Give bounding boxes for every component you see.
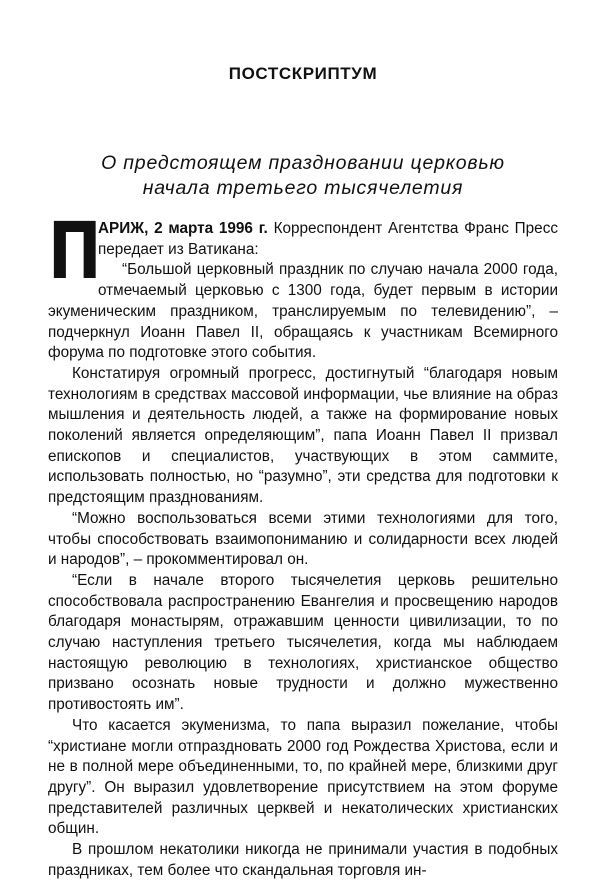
subtitle-line-1: О предстоящем праздновании церковью	[101, 152, 505, 174]
paragraph: “Если в начале второго тысячелетия церковь решительно способствовала распространению Евангелия и просвещению народов благодаря монастырям, отражавшим ценности цивилизации, то по случаю наступления третьего тысячелетия, когда мы наблюдаем настоящую революцию в технологиях, христианское общество призвано осознать новые трудности и должно мужественно противостоять им”.	[48, 571, 558, 714]
paragraph: В прошлом некатолики никогда не принимали участия в подобных праздниках, тем более что скандальная торговля ин-	[48, 841, 558, 879]
lead-text: Корреспондент Агентства Франс Пресс передает из Ватикана:	[98, 220, 558, 258]
lead-paragraph	[48, 207, 558, 297]
article-subtitle	[48, 151, 558, 201]
drop-cap: П	[48, 207, 102, 297]
subtitle-line-2: начала третьего тысячелетия	[142, 177, 464, 199]
paragraph: Что касается экуменизма, то папа выразил пожелание, чтобы “христиане могли отпраздновать 2000 год Рождества Христова, если и не в полной мере объединенными, то, по крайней мере, близкими друг другу”. Он выразил удовлетворение присутствием на этом форуме представителей различных церквей и некатолических христианских общин.	[48, 716, 558, 838]
paragraph: “Большой церковный праздник по случаю начала 2000 года, отмечаемый церковью с 1300 года, будет первым в истории экуменическим праздником, транслируемым по телевидению”, – подчеркнул Иоанн Павел II, обращаясь к участникам Всемирного форума по подготовке этого события.	[48, 261, 558, 362]
section-title: ПОСТСКРИПТУМ	[228, 64, 378, 83]
paragraph: “Можно воспользоваться всеми этими технологиями для того, чтобы способствовать взаимопониманию и солидарности всех людей и народов”, – прокомментировал он.	[48, 509, 558, 569]
article-body	[48, 207, 558, 882]
dateline: АРИЖ, 2 марта 1996 г.	[98, 220, 268, 237]
paragraph: Констатируя огромный прогресс, достигнутый “благодаря новым технологиям в средствах массовой информации, чье влияние на образ мышления и деятельность людей, а также на формирование новых поколений является определяющим”, папа Иоанн Павел II призвал епископов и специалистов, участвующих в этом саммите, использовать полностью, но “разумно”, эти средства для подготовки к предстоящим празднованиям.	[48, 364, 558, 507]
